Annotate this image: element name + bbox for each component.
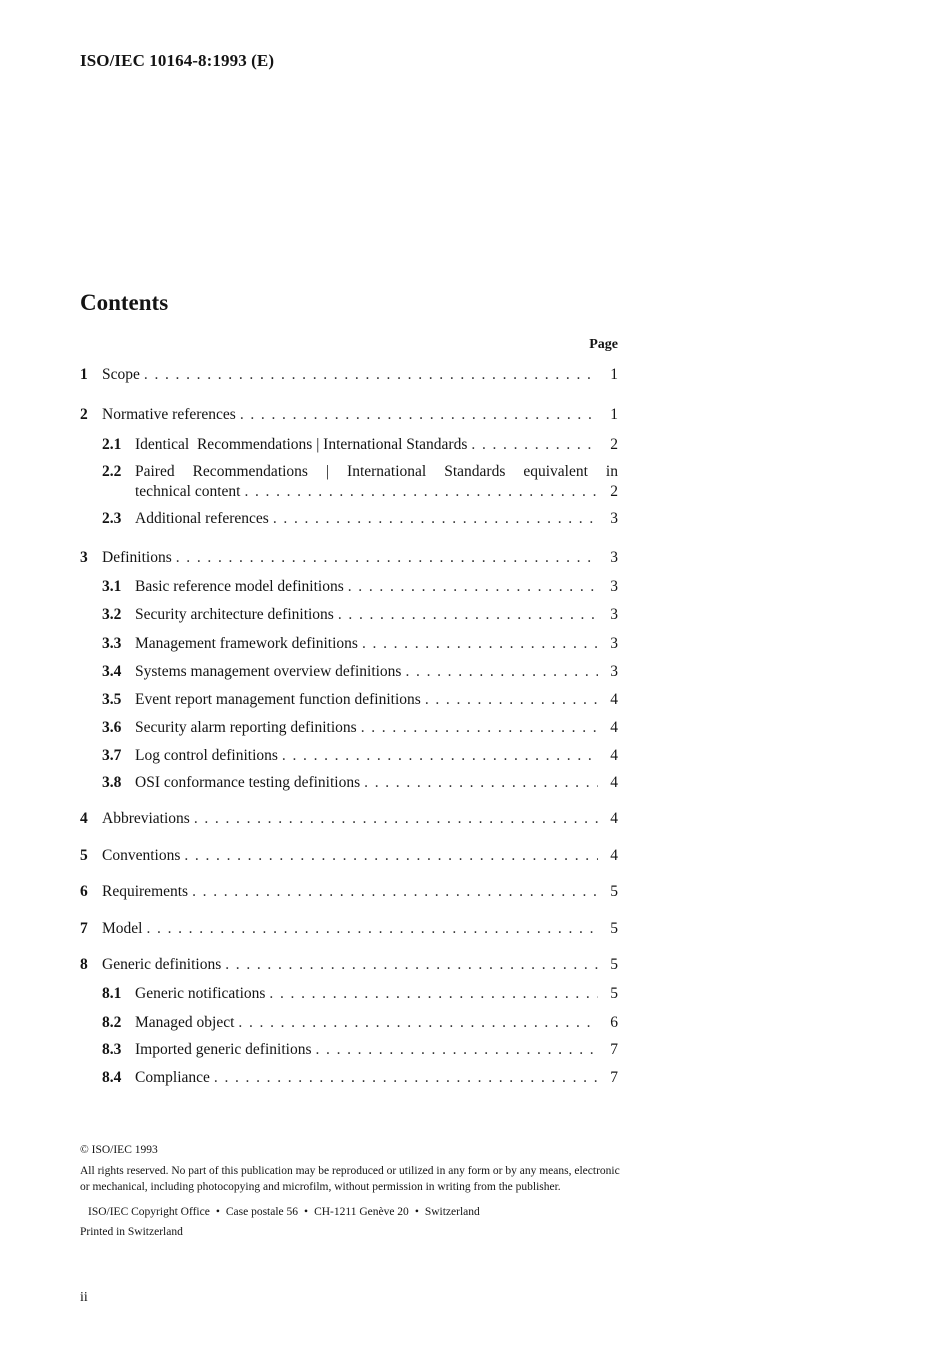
toc-entry-page: 5 (610, 985, 618, 1002)
dot-leader (225, 955, 598, 975)
toc-entry-number: 2.1 (102, 436, 122, 453)
dot-leader (338, 605, 598, 625)
toc-entry-label-word: International (347, 463, 427, 480)
rights-statement: All rights reserved. No part of this publication may be reproduced or utilized in any form or by any means, electronic or mechanical, including photocopying and microfilm, without permission in writing from the publisher. (80, 1164, 620, 1193)
copyright-notice (80, 1142, 620, 1241)
toc-entry-2-3[interactable] (80, 509, 618, 529)
toc-entry-3-4[interactable] (80, 662, 618, 682)
toc-entry-label: Systems management overview definitions (135, 663, 402, 680)
toc-entry-8-1[interactable] (80, 984, 618, 1004)
dot-leader (244, 482, 598, 502)
dot-leader (361, 718, 598, 738)
toc-entry-number: 2.3 (102, 510, 122, 527)
toc-entry-label: Additional references (135, 510, 269, 527)
toc-entry-page: 7 (610, 1041, 618, 1058)
toc-entry-label: Imported generic definitions (135, 1041, 312, 1058)
toc-entry-label: Abbreviations (102, 810, 190, 827)
dot-leader (238, 1013, 598, 1033)
toc-entry-number: 8.1 (102, 985, 122, 1002)
toc-entry-number: 3.6 (102, 719, 122, 736)
toc-entry-label: Managed object (135, 1014, 235, 1031)
dot-leader (146, 919, 598, 939)
toc-entry-number: 6 (80, 883, 88, 900)
toc-entry-number: 7 (80, 920, 88, 937)
printed-in: Printed in Switzerland (80, 1226, 183, 1238)
toc-entry-label: technical content (135, 483, 241, 500)
toc-entry-label: Normative references (102, 406, 236, 423)
dot-leader (471, 435, 598, 455)
toc-entry-page: 3 (610, 663, 618, 680)
copyright-office-address (80, 1204, 620, 1221)
dot-leader (214, 1068, 598, 1088)
toc-entry-3-8[interactable] (80, 773, 618, 793)
toc-entry-label-word: equivalent (523, 463, 588, 480)
dot-leader (282, 746, 598, 766)
toc-entry-page: 3 (610, 606, 618, 623)
dot-leader (176, 548, 598, 568)
toc-entry-3-2[interactable] (80, 605, 618, 625)
toc-entry-page: 5 (610, 956, 618, 973)
toc-entry-page: 5 (610, 883, 618, 900)
dot-leader (364, 773, 598, 793)
toc-entry-number: 3.1 (102, 578, 122, 595)
office-name: ISO/IEC Copyright Office (88, 1205, 210, 1218)
toc-entry-2-2[interactable] (80, 462, 618, 504)
bullet-separator: • (215, 1205, 220, 1218)
dot-leader (192, 882, 598, 902)
toc-entry-label: OSI conformance testing definitions (135, 774, 361, 791)
dot-leader (240, 405, 598, 425)
toc-entry-label: Identical Recommendations | International Standards (135, 436, 468, 453)
page-number: ii (80, 1290, 88, 1305)
toc-entry-number: 3.7 (102, 747, 122, 764)
toc-entry-number: 2 (80, 406, 88, 423)
toc-entry-label: Compliance (135, 1069, 210, 1086)
toc-entry-page: 4 (610, 719, 618, 736)
toc-entry-label: Requirements (102, 883, 189, 900)
page-column-label: Page (589, 337, 618, 352)
toc-entry-page: 4 (610, 847, 618, 864)
office-postbox: Case postale 56 (225, 1205, 299, 1218)
dot-leader (405, 662, 598, 682)
toc-entry-page: 1 (610, 406, 618, 423)
toc-entry-number: 5 (80, 847, 88, 864)
toc-entry-3-6[interactable] (80, 718, 618, 738)
bullet-separator: • (304, 1205, 309, 1218)
toc-entry-label-word: Recommendations (192, 463, 308, 480)
dot-leader (348, 577, 598, 597)
toc-entry-3[interactable] (80, 548, 618, 568)
toc-entry-8-4[interactable] (80, 1068, 618, 1088)
toc-entry-label: Scope (102, 366, 140, 383)
dot-leader (194, 809, 598, 829)
toc-entry-page: 7 (610, 1069, 618, 1086)
toc-entry-1[interactable] (80, 365, 618, 385)
copyright-line: © ISO/IEC 1993 (80, 1144, 158, 1156)
toc-entry-3-3[interactable] (80, 634, 618, 654)
toc-entry-label: Basic reference model definitions (135, 578, 344, 595)
toc-entry-label: Security alarm reporting definitions (135, 719, 357, 736)
toc-entry-number: 8.4 (102, 1069, 122, 1086)
toc-entry-label: Model (102, 920, 143, 937)
toc-entry-label-word: | (325, 463, 330, 480)
toc-entry-number: 3.4 (102, 663, 122, 680)
toc-entry-2-1[interactable] (80, 435, 618, 455)
bullet-separator: • (414, 1205, 419, 1218)
toc-entry-number: 1 (80, 366, 88, 383)
document-designation: ISO/IEC 10164-8:1993 (E) (80, 51, 275, 70)
toc-entry-7[interactable] (80, 919, 618, 939)
dot-leader (273, 509, 598, 529)
toc-entry-number: 4 (80, 810, 88, 827)
toc-entry-label-word: Paired (135, 463, 175, 480)
toc-entry-page: 5 (610, 920, 618, 937)
toc-entry-number: 2.2 (102, 463, 122, 480)
office-city: CH-1211 Genève 20 (314, 1205, 409, 1218)
toc-entry-label-word: in (605, 463, 618, 480)
toc-entry-number: 3.3 (102, 635, 122, 652)
toc-entry-page: 3 (610, 635, 618, 652)
dot-leader (315, 1040, 598, 1060)
toc-entry-label: Generic notifications (135, 985, 266, 1002)
toc-entry-page: 4 (610, 774, 618, 791)
toc-entry-number: 8 (80, 956, 88, 973)
toc-entry-3-7[interactable] (80, 746, 618, 766)
toc-entry-label-line1 (135, 462, 618, 482)
toc-entry-5[interactable] (80, 846, 618, 866)
toc-entry-page: 4 (610, 747, 618, 764)
toc-entry-page: 4 (610, 810, 618, 827)
toc-entry-3-5[interactable] (80, 690, 618, 710)
dot-leader (425, 690, 598, 710)
dot-leader (144, 365, 598, 385)
toc-entry-number: 3 (80, 549, 88, 566)
toc-entry-number: 3.2 (102, 606, 122, 623)
toc-entry-page: 3 (610, 549, 618, 566)
dot-leader (269, 984, 598, 1004)
toc-entry-label-word: Standards (444, 463, 506, 480)
toc-entry-number: 8.3 (102, 1041, 122, 1058)
toc-entry-8[interactable] (80, 955, 618, 975)
toc-entry-number: 3.5 (102, 691, 122, 708)
toc-entry-3-1[interactable] (80, 577, 618, 597)
toc-entry-page: 3 (610, 578, 618, 595)
toc-entry-8-2[interactable] (80, 1013, 618, 1033)
toc-entry-label: Management framework definitions (135, 635, 358, 652)
toc-entry-page: 6 (610, 1014, 618, 1031)
toc-entry-page: 1 (610, 366, 618, 383)
toc-entry-page: 4 (610, 691, 618, 708)
dot-leader (184, 846, 598, 866)
contents-title: Contents (80, 290, 169, 315)
toc-entry-label: Conventions (102, 847, 181, 864)
toc-entry-number: 3.8 (102, 774, 122, 791)
toc-entry-number: 8.2 (102, 1014, 122, 1031)
toc-entry-label: Generic definitions (102, 956, 222, 973)
office-country: Switzerland (424, 1205, 480, 1218)
toc-entry-label: Definitions (102, 549, 172, 566)
toc-entry-page: 2 (610, 483, 618, 500)
dot-leader (362, 634, 598, 654)
toc-entry-8-3[interactable] (80, 1040, 618, 1060)
toc-entry-label: Event report management function definitions (135, 691, 421, 708)
toc-entry-label: Log control definitions (135, 747, 278, 764)
toc-entry-label: Security architecture definitions (135, 606, 334, 623)
toc-entry-4[interactable] (80, 809, 618, 829)
toc-entry-page: 3 (610, 510, 618, 527)
toc-entry-2[interactable] (80, 405, 618, 425)
toc-entry-page: 2 (610, 436, 618, 453)
toc-entry-6[interactable] (80, 882, 618, 902)
